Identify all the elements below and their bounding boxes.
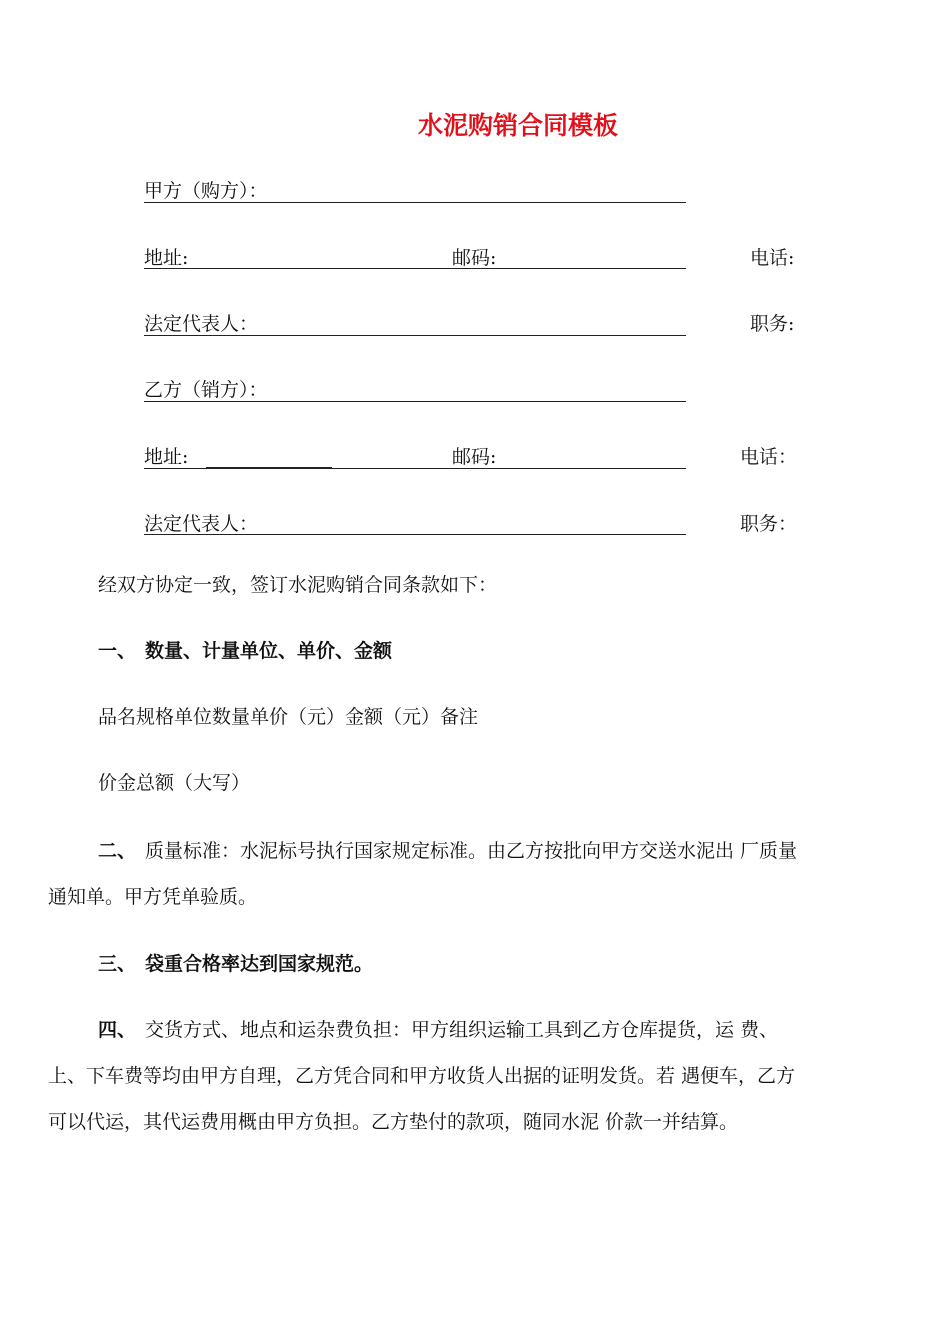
section-2-number: 二、 [98,840,137,862]
party-a-rep-label: 法定代表人： [144,313,259,335]
section-4-line-3: 可以代运，其代运费用概由甲方负担。乙方垫付的款项，随同水泥 价款一并结算。 [48,1111,739,1133]
section-1-total: 价金总额（大写） [98,772,251,794]
section-3-title: 袋重合格率达到国家规范。 [145,953,374,975]
section-2-line-1: 质量标准：水泥标号执行国家规定标准。由乙方按批向甲方交送水泥出 厂质量 [145,840,798,862]
intro-text: 经双方协定一致，签订水泥购销合同条款如下： [98,574,498,596]
section-3-number: 三、 [98,953,137,975]
section-4-line-1: 交货方式、地点和运杂费负担：甲方组织运输工具到乙方仓库提货，运 费、 [145,1019,779,1041]
section-4-number: 四、 [98,1019,137,1041]
party-b-label: 乙方（销方）： [144,379,268,401]
party-a-label: 甲方（购方）： [144,180,268,202]
section-2-line-2: 通知单。甲方凭单验质。 [48,886,258,908]
party-a-name-line[interactable] [144,202,686,203]
party-b-rep-label: 法定代表人： [144,513,259,535]
party-a-phone-label: 电话: [750,247,795,269]
party-b-name-line[interactable] [144,401,686,402]
party-b-rep-line[interactable] [144,534,686,535]
party-b-address-label: 地址: [144,446,189,468]
party-b-address-line[interactable] [144,468,686,469]
party-a-postcode-label: 邮码: [452,247,497,269]
section-1-number: 一、 [98,640,137,662]
section-4-line-2: 上、下车费等均由甲方自理，乙方凭合同和甲方收货人出据的证明发货。若 遇便车，乙方 [48,1065,796,1087]
party-b-postcode-label: 邮码: [452,446,497,468]
party-b-phone-label: 电话： [740,446,798,468]
party-a-address-label: 地址: [144,247,189,269]
party-b-position-label: 职务： [740,513,798,535]
party-a-rep-line[interactable] [144,335,686,336]
party-a-address-line[interactable] [144,268,686,269]
document-title: 水泥购销合同模板 [417,111,618,140]
section-1-title: 数量、计量单位、单价、金额 [145,640,393,662]
party-a-position-label: 职务: [750,313,795,335]
section-1-columns: 品名规格单位数量单价（元）金额（元）备注 [98,706,479,728]
